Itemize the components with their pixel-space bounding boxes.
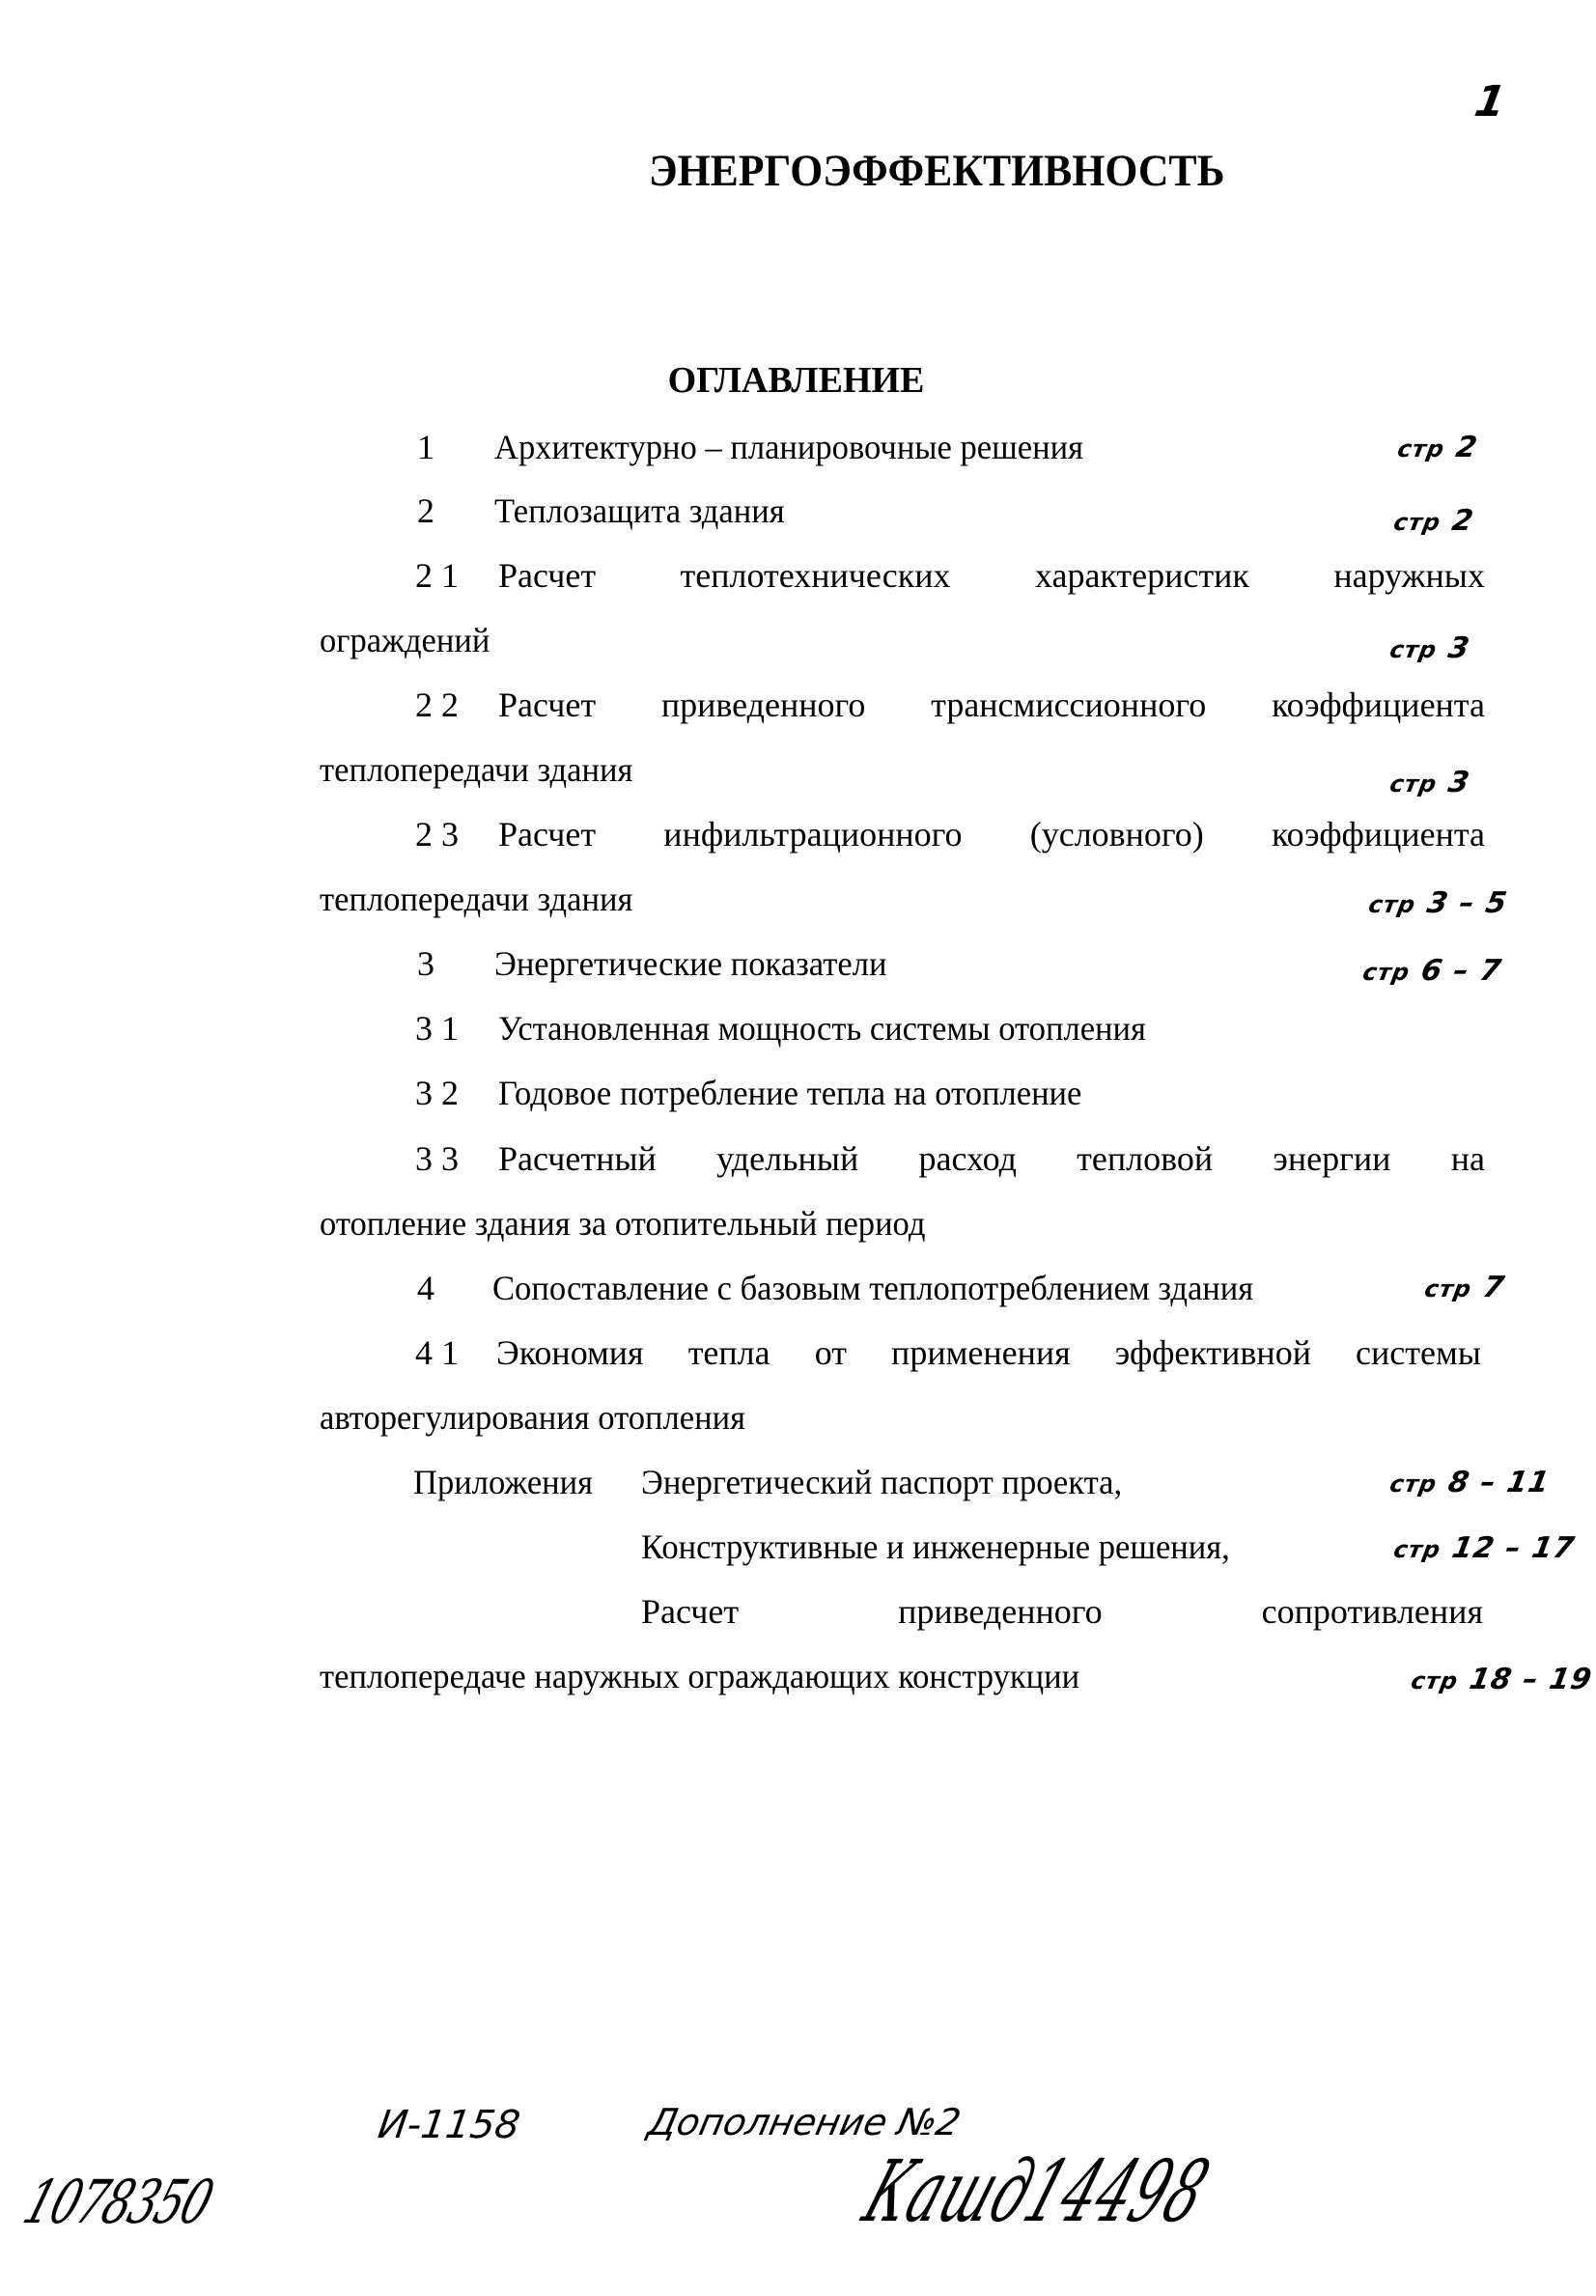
toc-entry-continuation: ограждений [320,621,490,659]
toc-entry-page-ref [1387,631,1472,665]
toc-word: (условного) [1029,815,1204,854]
page-prefix: стр [1391,509,1443,536]
toc-word: удельный [716,1139,859,1178]
toc-word: коэффициента [1271,686,1485,724]
toc-entry-text [498,686,1485,724]
toc-entry-page-ref [1366,886,1510,920]
document-title: ЭНЕРГОЭФФЕКТИВНОСТЬ [649,146,1225,196]
toc-word: эффективной [1114,1333,1311,1372]
toc-word: применения [891,1333,1071,1372]
toc-heading [0,359,1596,402]
page-prefix: стр [1409,1667,1461,1694]
toc-entry-text [498,1139,1485,1178]
handwritten-doc-code: И-1158 [375,2103,523,2147]
toc-entry-text: Сопоставление с базовым теплопотреблением здания [492,1269,1254,1307]
appendix-continuation: теплопередаче наружных ограждающих конструкции [320,1657,1080,1695]
toc-word: Расчет [641,1592,740,1631]
toc-word: приведенного [660,686,866,724]
page-number-ref: 3 [1445,766,1473,799]
page-number-ref: 7 [1480,1271,1508,1304]
appendix-text: Конструктивные и инженерные решения, [641,1527,1230,1566]
toc-entry-number: 2 1 [415,556,459,595]
page-prefix: стр [1391,1536,1443,1563]
toc-entry-text [498,556,1485,595]
toc-word: теплотехнических [680,556,951,595]
page-prefix: стр [1422,1275,1474,1302]
page-number-ref: 2 [1449,504,1477,538]
toc-word: характеристик [1034,556,1249,595]
appendix-page-ref [1409,1663,1595,1696]
page-number-ref: 12 – 17 [1449,1531,1578,1565]
toc-entry-page-ref [1391,504,1476,538]
toc-word: Расчетный [498,1139,657,1178]
toc-entry-number: 3 2 [415,1074,459,1112]
toc-entry-number: 3 3 [415,1139,459,1178]
appendix-page-ref [1387,1466,1553,1499]
toc-entry-page-ref [1387,766,1472,799]
toc-entry-text [498,815,1485,854]
toc-word: сопротивления [1261,1592,1483,1631]
page-prefix: стр [1387,770,1440,798]
toc-entry-continuation: теплопередачи здания [320,750,633,789]
toc-word: трансмиссионного [931,686,1207,724]
toc-word: тепловой [1077,1139,1214,1178]
page-prefix: стр [1360,959,1413,986]
appendices-label: Приложения [413,1463,594,1501]
toc-entry-text: Энергетические показатели [494,944,887,983]
page-prefix: стр [1387,1470,1440,1498]
page-prefix: стр [1395,435,1447,462]
appendix-text: Энергетический паспорт проекта, [641,1463,1123,1501]
toc-entry-continuation: отопление здания за отопительный период [320,1204,926,1243]
toc-entry-page-ref [1360,954,1504,988]
toc-entry-page-ref [1422,1271,1507,1304]
toc-entry-text: Архитектурно – планировочные решения [494,428,1083,466]
toc-word: инфильтрационного [663,815,963,854]
toc-entry-number: 3 [417,944,434,983]
page-number-ref: 6 – 7 [1418,954,1505,988]
toc-word: энергии [1273,1139,1391,1178]
toc-word: коэффициента [1272,815,1485,854]
toc-entry-number: 2 [417,491,434,530]
toc-entry-number: 3 1 [415,1009,459,1048]
toc-entry-text: Теплозащита здания [494,491,785,530]
toc-entry-text: Установленная мощность системы отопления [498,1009,1146,1048]
toc-entry-number: 4 1 [415,1333,459,1372]
toc-entry-text: Годовое потребление тепла на отопление [498,1074,1082,1112]
toc-word: системы [1356,1333,1481,1372]
toc-entry-text [496,1333,1481,1372]
handwritten-supplement-note: Дополнение №2 [644,2101,965,2143]
page-prefix: стр [1387,636,1440,663]
appendix-page-ref [1391,1531,1578,1565]
page-number: 1 [1470,77,1510,126]
toc-entry-number: 4 [417,1269,434,1307]
toc-word: Расчет [498,815,597,854]
appendix-text [641,1592,1483,1631]
toc-entry-page-ref [1395,431,1480,464]
toc-word: расход [918,1139,1017,1178]
toc-word: Экономия [496,1333,644,1372]
toc-word: Расчет [498,686,597,724]
toc-word: от [814,1333,847,1372]
page-number-ref: 8 – 11 [1445,1466,1553,1499]
page-prefix: стр [1366,891,1418,918]
page-number-ref: 3 [1445,631,1473,665]
toc-word: на [1450,1139,1485,1178]
page-number-ref: 3 – 5 [1424,886,1511,920]
toc-word: Расчет [498,556,597,595]
toc-entry-continuation: авторегулирования отопления [320,1398,746,1437]
handwritten-signature: Кашд14498 [852,2142,1222,2241]
toc-entry-number: 1 [417,428,434,466]
toc-entry-number: 2 2 [415,686,459,724]
toc-word: приведенного [898,1592,1103,1631]
toc-word: наружных [1333,556,1485,595]
handwritten-registration-number: 1078350 [15,2167,221,2237]
page-number-ref: 18 – 19 [1467,1663,1595,1696]
toc-heading-text: ОГЛАВЛЕНИЕ [667,360,925,401]
toc-entry-continuation: теплопередачи здания [320,880,633,918]
page-number-ref: 2 [1453,431,1481,464]
toc-word: тепла [687,1333,770,1372]
toc-entry-number: 2 3 [415,815,459,854]
